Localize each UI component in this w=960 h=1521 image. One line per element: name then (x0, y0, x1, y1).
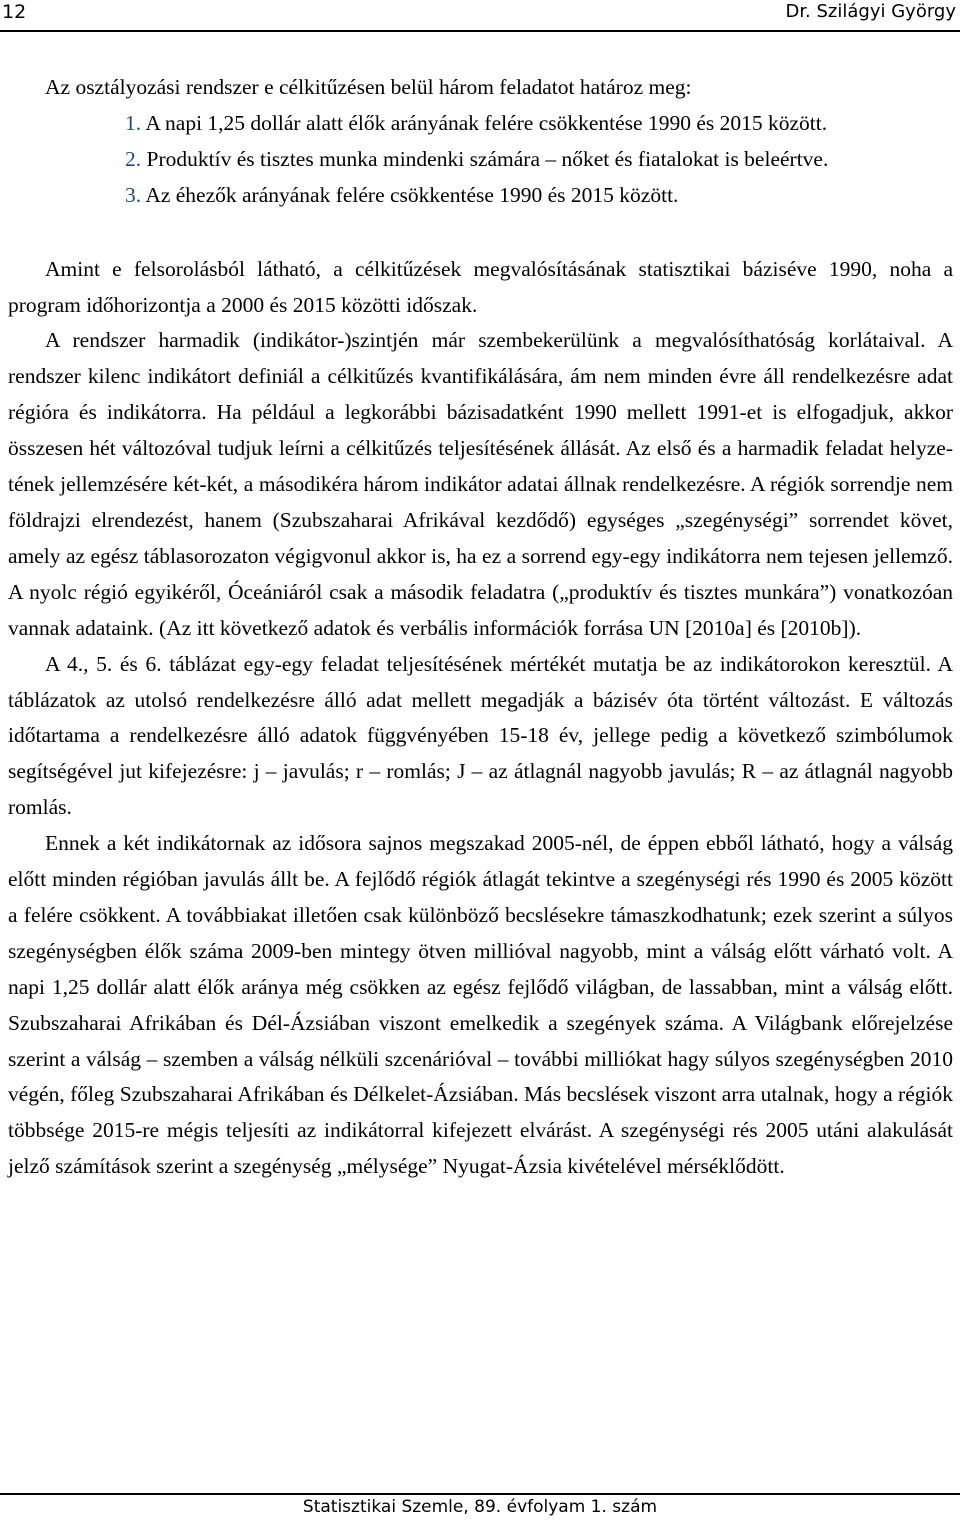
paragraph: Amint e felsorolásból látható, a célkitűzések megvalósításának statisztikai báziséve 1990, noha a program időhorizontja a 2000 és 2015 közötti időszak. (8, 256, 953, 317)
running-footer (0, 1493, 960, 1521)
journal-name: Statisztikai Szemle, 89. évfolyam 1. szám (302, 1497, 658, 1517)
paragraph: A 4., 5. és 6. táblázat egy-egy feladat teljesítésének mértékét mutatja be az indikátorokon keresztül. A táblázatok az utolsó rendelkezésre álló adat mellett megadják a bázisév óta történt változást. E változás időtartama a rendelkezésre álló adatok függvényében 15-18 év, jellege pedig a következő szimbólumok segítségével jut kifejezésre: j – javulás; r – romlás; J – az átlagnál nagyobb javulás; R – az átlagnál nagyobb romlás. (8, 651, 953, 820)
article-body (8, 70, 953, 1185)
header-rule (0, 30, 960, 32)
intro-sentence: Az osztályozási rendszer e célkitűzésen belül három feladatot határoz meg: (45, 75, 692, 99)
list-item (8, 142, 876, 178)
list-item-number: 3. (125, 182, 142, 207)
paragraph: Ennek a két indikátornak az idősora sajnos megszakad 2005-nél, de éppen ebből látható, hogy a válság előtt minden régióban javulás állt be. A fejlődő régiók átlagát tekintve a szegénységi rés 1990 és 2005 között a felére csökkent. A továbbiakat illetően csak különböző becslésekre támaszkodhatunk; ezek szerint a súlyos szegénységben élők száma 2009-ben mintegy ötven millióval nagyobb, mint a válság előtt várható volt. A napi 1,25 dollár alatt élők aránya még csökken az egész fejlődő világban, de lassabban, mint a válság előtt. Szubszaharai Afrikában és Dél-Ázsiában viszont emelkedik a szegények száma. A Világbank előrejelzése szerint a válság – szemben a válság nélküli szcenárióval – további milliókat hagy súlyos szegénységben 2010 végén, főleg Szubszaharai Afrikában és Délkelet-Ázsiában. Más becslések viszont arra utalnak, hogy a régiók többsége 2015-re mégis teljesíti az indikátorral kifejezett elvárást. A szegénységi rés 2005 utáni alakulását jelző számítások szerint a szegénység „mélysége” Nyugat-Ázsia kivételével mérséklődött. (8, 831, 953, 1179)
list-item-text: Az éhezők arányának felére csökkentése 1990 és 2015 között. (141, 182, 679, 207)
paragraph-gap (8, 214, 953, 252)
list-item (8, 178, 876, 214)
list-item-text: Produktív és tisztes munka mindenki számára – nőket és fiatalokat is beleértve. (141, 146, 829, 171)
paragraph: A rendszer harmadik (indikátor-)szintjén már szembekerülünk a megvalósíthatóság korlátaival. A rendszer kilenc indikátort definiál a célkitűzés kvantifikálására, ám nem minden évre áll rendelkezésre adat régióra és indikátorra. Ha például a legkorábbi bázisadatként 1990 mellett 1991-et is elfogadjuk, akkor összesen hét változóval tudjuk leírni a célkitűzés teljesítésének állását. Az első és a harmadik feladat helyzetének jellemzésére két-két, a másodikéra három indikátor adatai állnak rendelkezésre. A régiók sorrendje nem földrajzi elrendezést, hanem (Szubszaharai Afrikával kezdődő) egységes „szegénységi” sorrendet követ, amely az egész táblasorozaton végigvonul akkor is, ha ez a sorrend egy-egy indikátorra nem tejesen jellemző. A nyolc régió egyikéről, Óceániáról csak a második feladatra („produktív és tisztes munkára”) vonatkozóan vannak adataink. (Az itt következő adatok és verbális információk forrása UN [2010a] és [2010b]). (8, 328, 953, 640)
running-header (0, 0, 960, 33)
list-item-number: 2. (125, 146, 142, 171)
page-number: 12 (2, 1, 27, 23)
list-item-number: 1. (125, 110, 142, 135)
list-item (8, 106, 876, 142)
goal-list (8, 106, 876, 214)
list-item-text: A napi 1,25 dollár alatt élők arányának felére csökkentése 1990 és 2015 között. (141, 110, 828, 135)
running-author: Dr. Szilágyi György (785, 1, 956, 22)
